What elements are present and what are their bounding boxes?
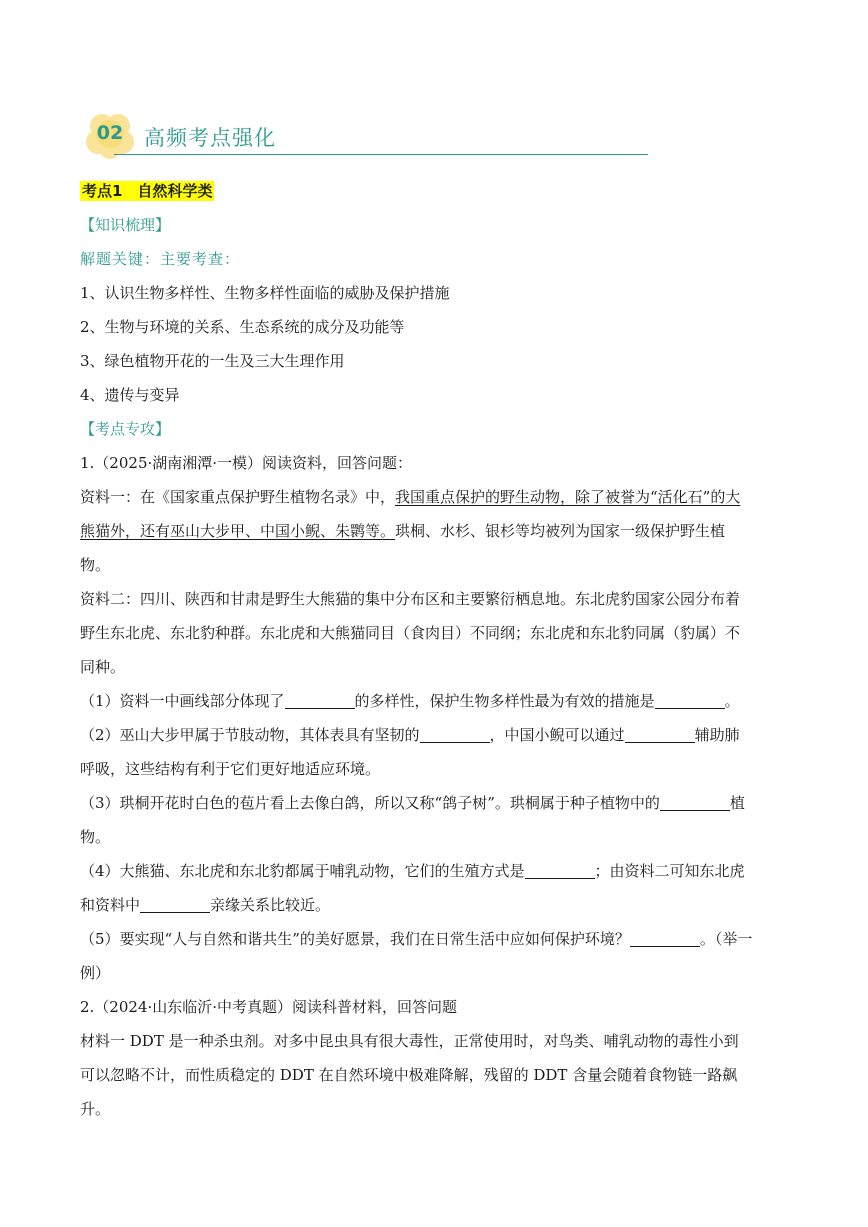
q1-subquestion-5-cont: 例） [80, 964, 111, 982]
question-text: ；由资料二可知东北虎 [594, 862, 745, 880]
topic-label: 考点1 自然科学类 [82, 182, 213, 200]
question-text: （5）要实现“人与自然和谐共生”的美好愿景，我们在日常生活中应如何保护环境？ [80, 930, 630, 948]
question-text: 。（举一 [699, 930, 753, 948]
question-text: 辅助肺 [694, 726, 740, 744]
question-text: ，中国小鲵可以通过 [489, 726, 625, 744]
underlined-text: 熊猫外，还有巫山大步甲、中国小鲵、朱鹮等。 [80, 522, 396, 540]
key-point: 1、认识生物多样性、生物多样性面临的威胁及保护措施 [80, 284, 450, 302]
question-text: 亲缘关系比较近。 [210, 896, 331, 914]
q1-subquestion-3 [80, 792, 745, 814]
key-point: 2、生物与环境的关系、生态系统的成分及功能等 [80, 318, 405, 336]
answer-blank[interactable] [285, 692, 355, 709]
section-number: 02 [96, 122, 124, 144]
q1-material-2-line: 同种。 [80, 658, 126, 676]
question-text: （3）珙桐开花时白色的苞片看上去像白鸽，所以又称“鸽子树”。珙桐属于种子植物中的 [80, 794, 660, 812]
section-divider [114, 154, 648, 155]
section-title: 高频考点强化 [144, 126, 276, 150]
q1-material-2-line: 野生东北虎、东北豹种群。东北虎和大熊猫同目（食肉目）不同纲；东北虎和东北豹同属（豹属）不 [80, 624, 741, 642]
q2-material-1-line: 可以忽略不计，而性质稳定的 DDT 在自然环境中极难降解，残留的 DDT 含量会随着食物链一路飙 [80, 1066, 738, 1084]
q1-subquestion-5 [80, 928, 752, 950]
material-text: 珙桐、水杉、银杉等均被列为国家一级保护野生植 [395, 522, 726, 540]
q1-subquestion-2 [80, 724, 740, 746]
q1-subquestion-1 [80, 690, 740, 712]
q1-material-1-line: 物。 [80, 556, 111, 574]
key-point: 3、绿色植物开花的一生及三大生理作用 [80, 352, 345, 370]
answer-blank[interactable] [420, 726, 490, 743]
q2-material-1-line: 材料一 DDT 是一种杀虫剂。对多中昆虫具有很大毒性，正常使用时，对鸟类、哺乳动物的毒性小到 [80, 1032, 739, 1050]
q1-subquestion-3-cont: 物。 [80, 828, 111, 846]
q1-material-1-line [80, 520, 725, 542]
section-header [84, 112, 648, 160]
answer-blank[interactable] [140, 896, 210, 913]
q2-material-1-line: 升。 [80, 1100, 111, 1118]
answer-blank[interactable] [630, 930, 700, 947]
key-point: 4、遗传与变异 [80, 386, 180, 404]
answer-blank[interactable] [655, 692, 725, 709]
question-1-stem: 1.（2025·湖南湘潭·一模）阅读资料，回答问题： [80, 454, 413, 472]
question-text: 的多样性，保护生物多样性最为有效的措施是 [354, 692, 655, 710]
material-text: 资料一：在《国家重点保护野生植物名录》中， [80, 488, 396, 506]
q1-material-2-line: 资料二：四川、陕西和甘肃是野生大熊猫的集中分布区和主要繁衍栖息地。东北虎豹国家公园分布着 [80, 590, 741, 608]
question-2-stem: 2.（2024·山东临沂·中考真题）阅读科普材料，回答问题 [80, 998, 458, 1016]
answer-blank[interactable] [660, 794, 730, 811]
answer-blank[interactable] [525, 862, 595, 879]
q1-material-1-line [80, 486, 740, 508]
q1-subquestion-4-cont [80, 894, 330, 916]
q1-subquestion-2-cont: 呼吸，这些结构有利于它们更好地适应环境。 [80, 760, 381, 778]
q1-subquestion-4 [80, 860, 745, 882]
underlined-text: 我国重点保护的野生动物，除了被誉为“活化石”的大 [395, 488, 741, 506]
question-text: 植 [729, 794, 745, 812]
question-text: （2）巫山大步甲属于节肢动物，其体表具有坚韧的 [80, 726, 420, 744]
question-text: （4）大熊猫、东北虎和东北豹都属于哺乳动物，它们的生殖方式是 [80, 862, 525, 880]
topic-heading [80, 180, 214, 202]
question-text: 和资料中 [80, 896, 141, 914]
key-intro: 解题关键：主要考查： [80, 250, 241, 268]
practice-heading: 【考点专攻】 [80, 420, 171, 438]
knowledge-heading: 【知识梳理】 [80, 216, 171, 234]
question-text: （1）资料一中画线部分体现了 [80, 692, 285, 710]
answer-blank[interactable] [625, 726, 695, 743]
question-text: 。 [724, 692, 740, 710]
